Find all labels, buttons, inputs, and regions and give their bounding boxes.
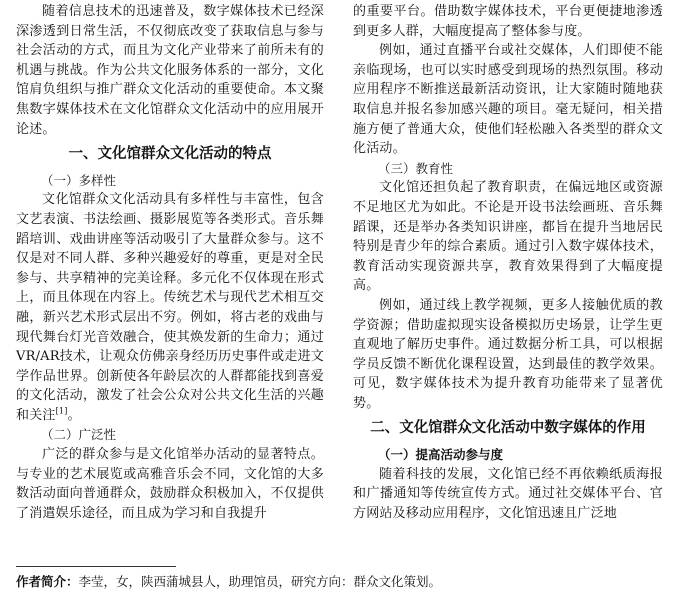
subheading-education: （三）教育性 (378, 160, 454, 176)
diversity-text: 文化馆群众文化活动具有多样性与丰富性，包含文艺表演、书法绘画、摄影展览等各类形式。音乐舞蹈培训、戏曲讲座等活动吸引了大量群众参与。这不仅是对不同人群、多种兴趣爱好的尊重，更是对全民参与、共享精神的完美诠释。多元化不仅体现在形式上，而且体现在内容上。传统艺术与现代艺术相互交融，新兴艺术形式层出不穷。例如，将古老的戏曲与现代舞台灯光音效融合，使其焕发新的生命力；通过VR/AR技术，让观众仿佛亲身经历历史事件或走进文学作品世界。创新使各年龄层次的人群都能找到喜爱的文化活动，激发了社会公众对公共文化生活的兴趣和关注 (16, 192, 324, 423)
diversity-end: 。 (67, 407, 81, 423)
intro-paragraph: 随着信息技术的迅速普及，数字媒体技术已经深深渗透到日常生活，不仅彻底改变了获取信息与参与社会活动的方式，而且为文化产业带来了前所未有的机遇与挑战。作为公共文化服务体系的一部分，文化馆肩负组织与推广群众文化活动的重要使命。本文聚焦数字媒体技术在文化馆群众文化活动中的应用展开论述。 (16, 4, 324, 137)
author-text: 李莹，女，陕西蒲城县人，助理馆员，研究方向：群众文化策划。 (78, 574, 442, 589)
continued-paragraph: 的重要平台。借助数字媒体技术，平台更便捷地渗透到更多人群，大幅度提高了整体参与度。 (353, 4, 663, 39)
citation-1: [1] (55, 406, 68, 416)
author-label: 作者简介： (16, 574, 79, 589)
section-heading-1: 一、文化馆群众文化活动的特点 (68, 146, 272, 163)
author-note (16, 572, 664, 591)
online-teaching-paragraph: 例如，通过线上教学视频，更多人接触优质的教学资源；借助虚拟现实设备模拟历史场景，让学生更直观地了解历史事件。通过数据分析工具，可以根据学员反馈不断优化课程设置，达到最佳的教学效果。可见，数字媒体技术为提升教育功能带来了显著优势。 (353, 297, 663, 411)
breadth-paragraph: 广泛的群众参与是文化馆举办活动的显著特点。与专业的艺术展览或高雅音乐会不同，文化馆的大多数活动面向普通群众，鼓励群众积极加入，不仅提供了消遣娱乐途径，而且成为学习和自我提升 (16, 447, 324, 521)
left-column (16, 2, 324, 523)
participation-paragraph: 随着科技的发展，文化馆已经不再依赖纸质海报和广播通知等传统宣传方式。通过社交媒体平台、官方网站及移动应用程序，文化馆迅速且广泛地 (353, 466, 663, 521)
footnote-divider (16, 566, 176, 567)
subheading-diversity: （一）多样性 (41, 172, 117, 188)
subheading-breadth: （二）广泛性 (41, 427, 117, 443)
diversity-paragraph (16, 190, 324, 425)
section-heading-2: 二、文化馆群众文化活动中数字媒体的作用 (370, 420, 646, 437)
livestream-paragraph: 例如，通过直播平台或社交媒体，人们即使不能亲临现场，也可以实时感受到现场的热烈氛围。移动应用程序不断推送最新活动资讯，让大家随时随地获取信息并报名参加感兴趣的项目。毫无疑问，相关措施方便了普通大众，使他们轻松融入各类型的群众文化活动。 (353, 43, 663, 157)
subheading-participation: （一）提高活动参与度 (378, 447, 504, 463)
right-column (353, 2, 663, 523)
education-paragraph: 文化馆还担负起了教育职责，在偏远地区或资源不足地区尤为如此。不论是开设书法绘画班、音乐舞蹈课，还是举办各类知识讲座，都旨在提升当地居民特别是青少年的综合素质。通过引入数字媒体技术，教育活动实现资源共享，教育效果得到了大幅度提高。 (353, 180, 663, 294)
